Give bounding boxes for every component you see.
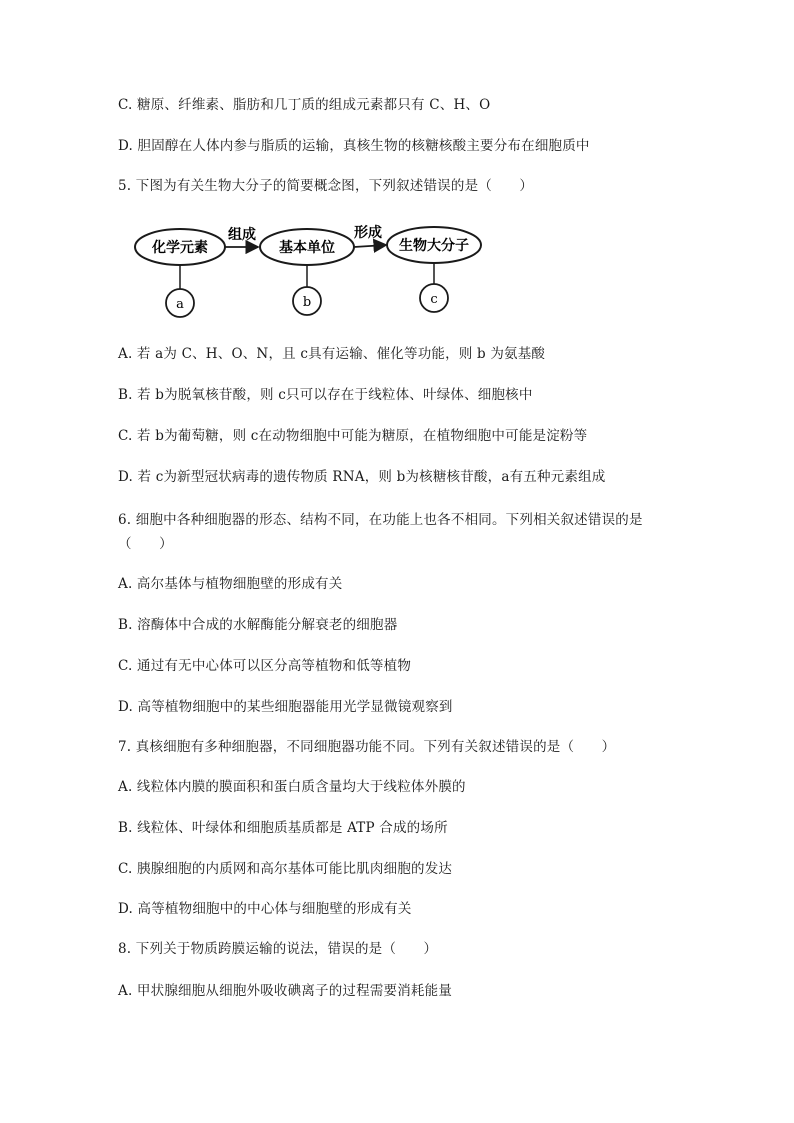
option-6c: C. 通过有无中心体可以区分高等植物和低等植物 — [118, 658, 412, 674]
circle-b-label: b — [302, 295, 312, 310]
arrow1-label: 组成 — [228, 227, 256, 243]
concept-diagram — [132, 214, 492, 326]
circle-a-label: a — [176, 297, 184, 312]
option-5d: D. 若 c为新型冠状病毒的遗传物质 RNA，则 b为核糖核苷酸，a有五种元素组成 — [118, 469, 606, 485]
option-8a: A. 甲状腺细胞从细胞外吸收碘离子的过程需要消耗能量 — [118, 983, 453, 999]
question-5: 5. 下图为有关生物大分子的简要概念图，下列叙述错误的是（ ） — [118, 178, 534, 194]
option-6a: A. 高尔基体与植物细胞壁的形成有关 — [118, 576, 343, 592]
arrow-form — [354, 245, 386, 247]
option-7b: B. 线粒体、叶绿体和细胞质基质都是 ATP 合成的场所 — [118, 820, 448, 836]
node-biomacromolecule — [387, 227, 481, 263]
node3-label: 生物大分子 — [399, 238, 469, 254]
line-c-q4: C. 糖原、纤维素、脂肪和几丁质的组成元素都只有 C、H、O — [118, 97, 491, 113]
node1-label: 化学元素 — [152, 240, 208, 256]
option-5a: A. 若 a为 C、H、O、N，且 c具有运输、催化等功能，则 b 为氨基酸 — [118, 346, 546, 362]
arrow2-label: 形成 — [354, 225, 382, 241]
option-6d: D. 高等植物细胞中的某些细胞器能用光学显微镜观察到 — [118, 699, 453, 715]
question-6: 6. 细胞中各种细胞器的形态、结构不同，在功能上也各不相同。下列相关叙述错误的是（ ） — [118, 512, 643, 552]
question-8: 8. 下列关于物质跨膜运输的说法，错误的是（ ） — [118, 941, 438, 957]
node-basic-unit — [260, 229, 354, 265]
option-7a: A. 线粒体内膜的膜面积和蛋白质含量均大于线粒体外膜的 — [118, 779, 466, 795]
option-7c: C. 胰腺细胞的内质网和高尔基体可能比肌肉细胞的发达 — [118, 861, 453, 877]
circle-c-label: c — [430, 292, 438, 307]
node2-label: 基本单位 — [279, 240, 335, 256]
option-5c: C. 若 b为葡萄糖，则 c在动物细胞中可能为糖原，在植物细胞中可能是淀粉等 — [118, 428, 588, 444]
option-7d: D. 高等植物细胞中的中心体与细胞壁的形成有关 — [118, 901, 412, 917]
option-6b: B. 溶酶体中合成的水解酶能分解衰老的细胞器 — [118, 617, 398, 633]
question-7: 7. 真核细胞有多种细胞器，不同细胞器功能不同。下列有关叙述错误的是（ ） — [118, 739, 616, 755]
node-chemical-elements — [135, 229, 225, 265]
option-5b: B. 若 b为脱氧核苷酸，则 c只可以存在于线粒体、叶绿体、细胞核中 — [118, 387, 533, 403]
line-d-q4: D. 胆固醇在人体内参与脂质的运输，真核生物的核糖核酸主要分布在细胞质中 — [118, 138, 590, 154]
